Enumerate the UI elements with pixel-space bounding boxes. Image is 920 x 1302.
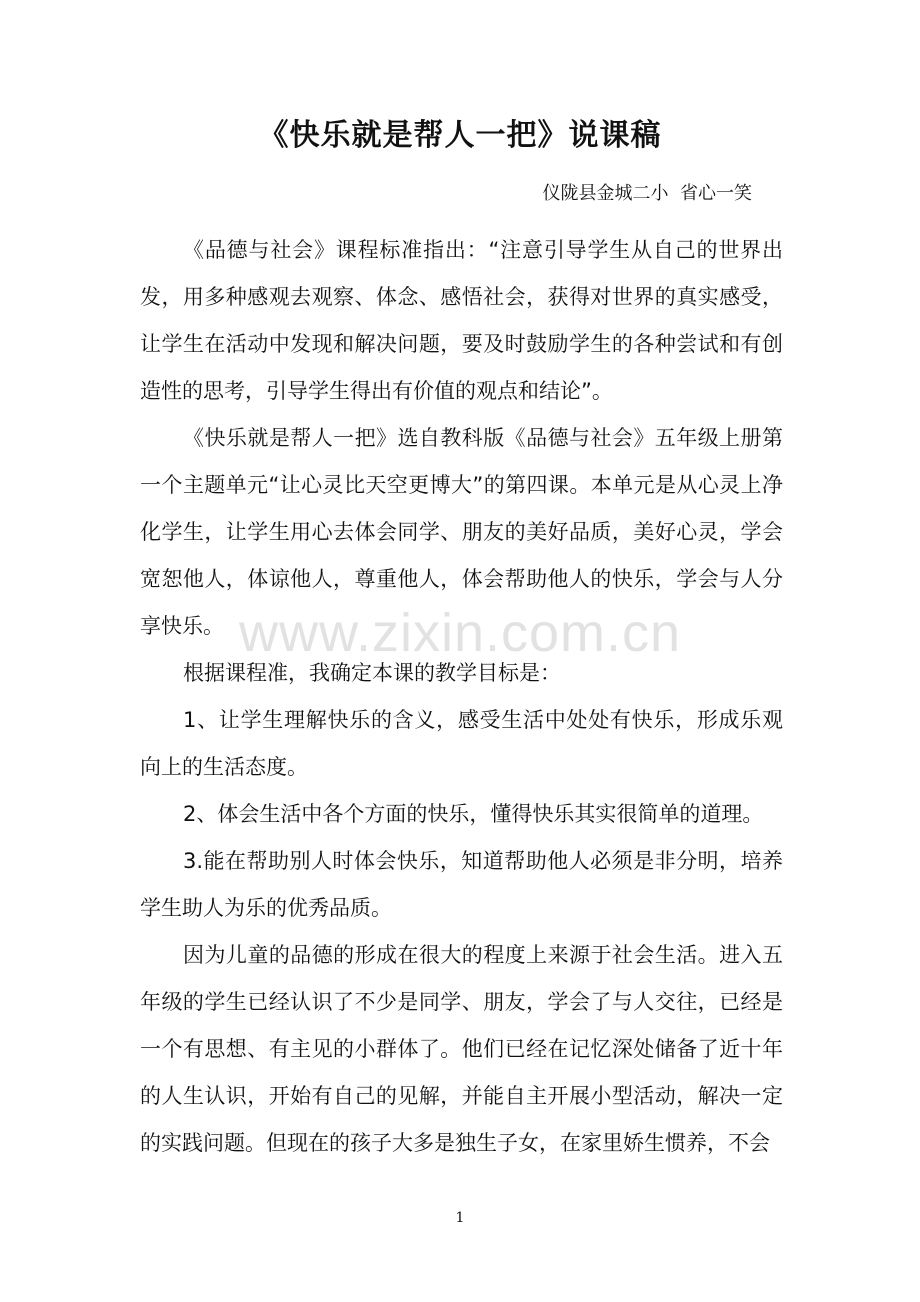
- paragraph-7: 因为儿童的品德的形成在很大的程度上来源于社会生活。进入五年级的学生已经认识了不少是同学、朋友，学会了与人交往，已经是一个有思想、有主见的小群体了。他们已经在记忆深处储备了近十年的人生认识，开始有自己的见解，并能自主开展小型活动，解决一定的实践问题。但现在的孩子大多是独生子女，在家里娇生惯养，不会: [140, 943, 783, 1155]
- paragraph-4: 1、让学生理解快乐的含义，感受生活中处处有快乐，形成乐观向上的生活态度。: [140, 708, 783, 779]
- page-number: 1: [455, 1210, 465, 1226]
- author-line: 仪陇县金城二小 省心一笑: [542, 183, 752, 204]
- paragraph-6: 3.能在帮助别人时体会快乐，知道帮助他人必须是非分明，培养学生助人为乐的优秀品质。: [140, 849, 783, 920]
- watermark: www.zixin.com.cn: [238, 603, 682, 663]
- document-body: [140, 227, 783, 1167]
- paragraph-1: 《品德与社会》课程标准指出：“注意引导学生从自己的世界出发，用多种感观去观察、体念、感悟社会，获得对世界的真实感受，让学生在活动中发现和解决问题，要及时鼓励学生的各种尝试和有创造性的思考，引导学生得出有价值的观点和结论”。: [140, 238, 783, 403]
- document-title: 《快乐就是帮人一把》说课稿: [258, 118, 662, 153]
- paragraph-5: 2、体会生活中各个方面的快乐，懂得快乐其实很简单的道理。: [183, 802, 764, 826]
- paragraph-2: 《快乐就是帮人一把》选自教科版《品德与社会》五年级上册第一个主题单元“让心灵比天空更博大”的第四课。本单元是从心灵上净化学生，让学生用心去体会同学、朋友的美好品质，美好心灵，学会宽恕他人，体谅他人，尊重他人，体会帮助他人的快乐，学会与人分享快乐。: [140, 426, 783, 638]
- paragraph-3: 根据课程准，我确定本课的教学目标是：: [183, 661, 562, 685]
